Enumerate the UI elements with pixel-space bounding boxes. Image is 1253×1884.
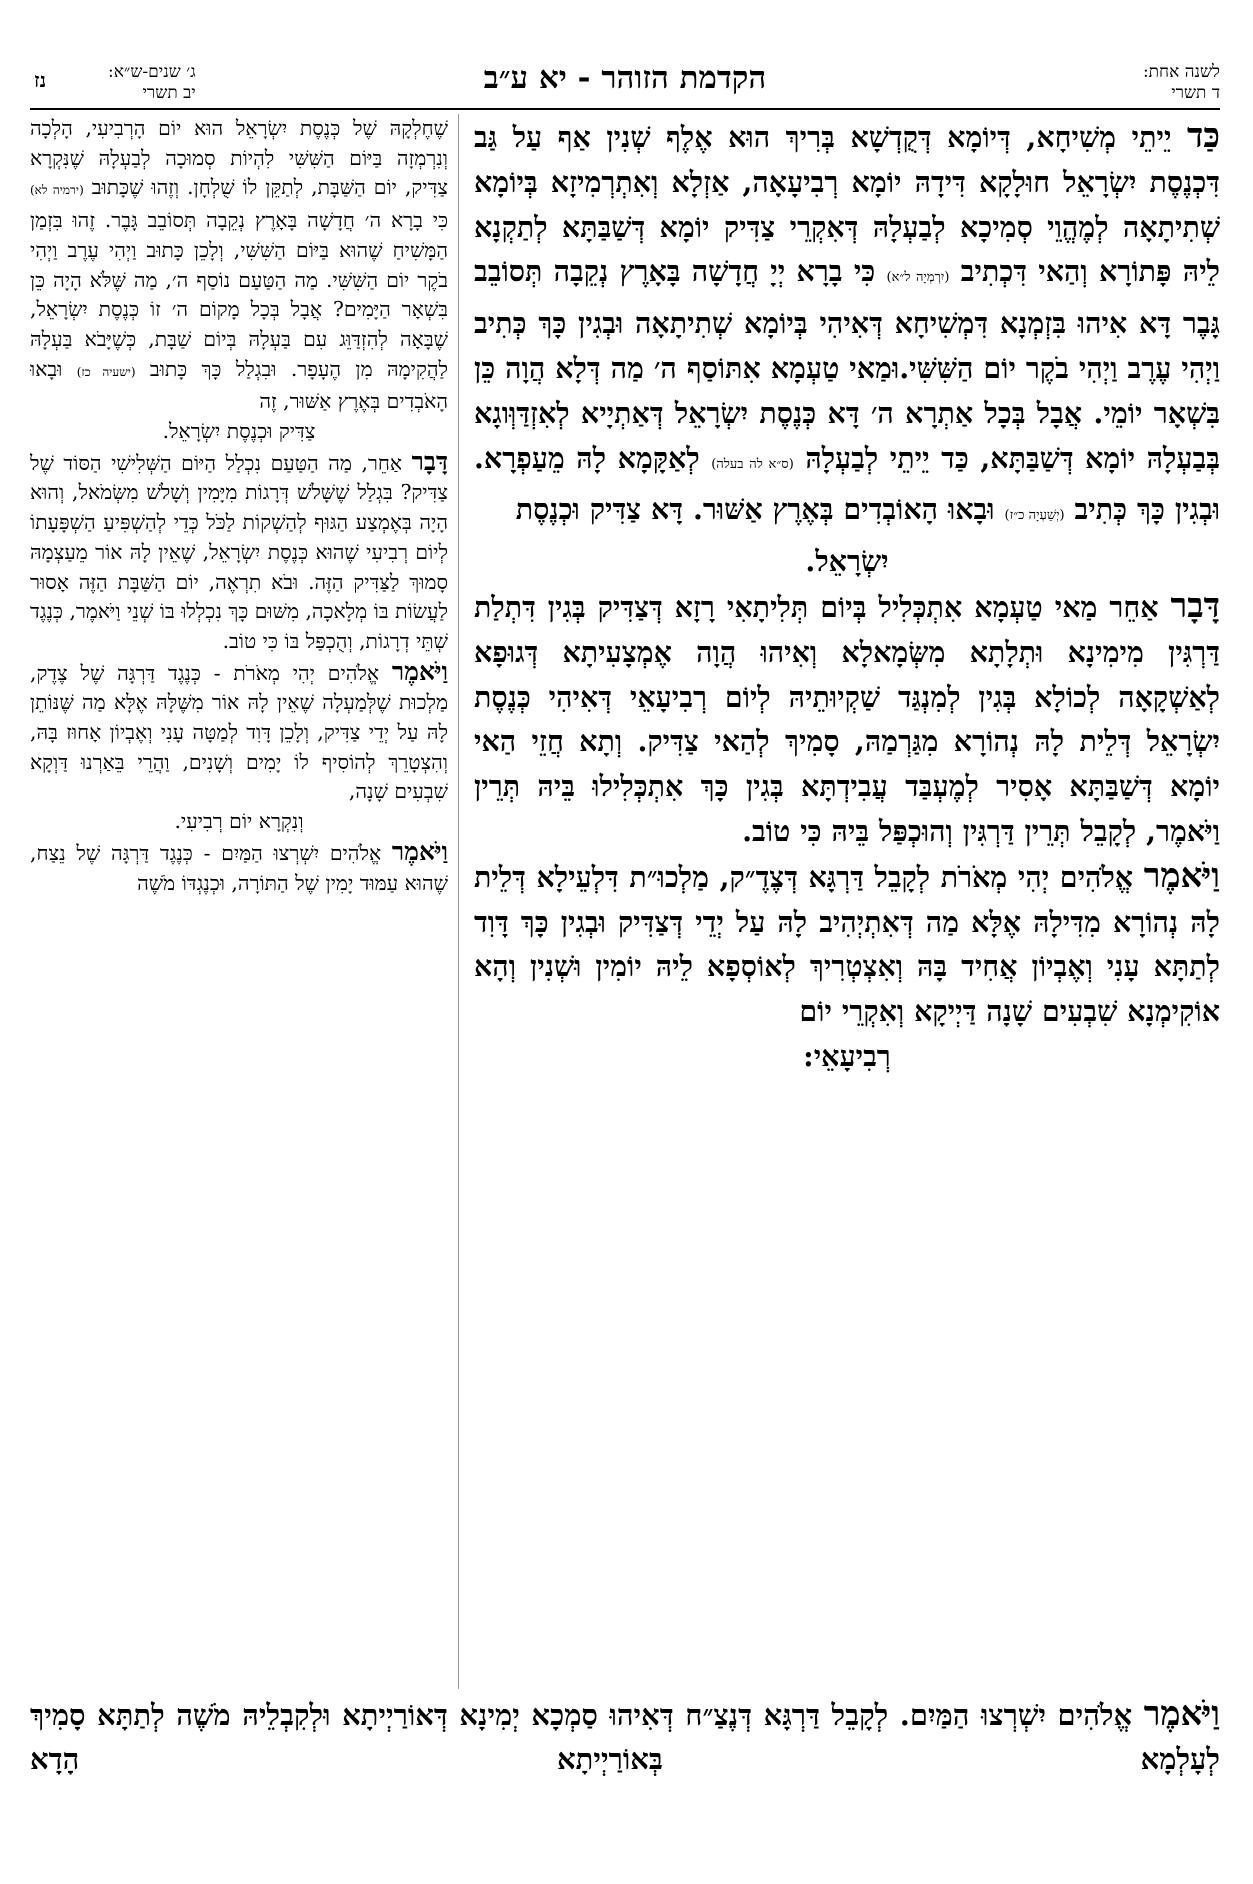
commentary-paragraph-2	[30, 447, 448, 657]
main-paragraph-1	[474, 114, 1220, 539]
main-text: אֱלֹהִים יְהִי מְאֹרֹת לְקָבֵל דַּרְגָּא דְּצֶדֶ״ק, מַלְכוּ״ת דִּלְעֵילָא דְּלֵית לָהּ נְהוֹרָא מִדִּילָהּ אֶלָּא מַה דְּאִתְיְהִיב לָהּ עַל יְדֵי דְּצַדִּיק וּבְגִין כָּךְ דָּוִד לְתַתָּא עָנִי וְאֶבְיוֹן אֲחִיד בָּהּ וְאִצְטְרִיךְ לְאוֹסְפָא לֵיהּ יוֹמִין וּשְׁנִין וְהָא אוֹקִימְנָא שִׁבְעִים שָׁנָה דַּיְיקָא וְאִקְרֵי יוֹם	[474, 859, 1220, 1029]
main-text: לְאַקָּמָא לָהּ מֵעַפְרָא. וּבְגִין כָּךְ כְּתִיב	[474, 440, 1220, 527]
variant-note: (ס״א לה בעלה)	[711, 456, 794, 472]
header-study-schedule-three-years	[108, 62, 196, 104]
bottom-paragraph	[30, 1692, 1220, 1781]
bottom-full-width-text	[30, 1692, 1220, 1781]
source-citation: (ישעיה כז)	[76, 364, 136, 379]
commentary-paragraph-3	[30, 657, 448, 808]
header-rule	[30, 108, 1220, 110]
commentary-text: אַחֵר, מַה הַטַּעַם נִכְלַל הַיּוֹם הַשְּׁלִישִׁי הַסּוֹד שֶׁל צַדִּיק? בִּגְלַל שֶׁשָּׁלֹשׁ דְּרָגוֹת מִיָּמִין וְשָׁלֹשׁ מִשְּׂמֹאל, וְהוּא הָיָה בְּאֶמְצַע הַגּוּף לְהַשְׁקוֹת לַכֹּל כְּדֵי לְהַשְׁפִּיעַ הַשְׁפָּעָתוֹ לְיוֹם רְבִיעִי שֶׁהוּא כְּנֶסֶת יִשְׂרָאֵל, שֶׁאֵין לָהּ אוֹר מֵעַצְמָהּ סָמוּךְ לַצַּדִּיק הַזֶּה. וּבֹא תִרְאֶה, יוֹם הַשַּׁבָּת הַזֶּה אָסוּר לַעֲשׂוֹת בּוֹ מְלָאכָה, מִשּׁוּם כָּךְ נִכְלְלוּ בּוֹ שְׁנֵי וַיֹּאמֶר, כְּנֶגֶד שְׁתֵּי דְרָגוֹת, וְהֻכְפַּל בּוֹ כִּי טוֹב.	[30, 450, 448, 653]
commentary-text: כִּי בָרָא ה׳ חֲדָשָׁה בָּאָרֶץ נְקֵבָה תְּסוֹבֵב גָּבֶר. זֶהוּ בִּזְמַן הַמָּשִׁיחַ שֶׁהוּא בַּיּוֹם הַשִּׁשִּׁי, וְלָכֵן כָּתוּב וַיְהִי עֶרֶב וַיְהִי בֹקֶר יוֹם הַשִּׁשִּׁי. מַה הַטַּעַם נוֹסַף ה׳, מַה שֶּׁלֹּא הָיָה כֵּן בִּשְׁאָר הַיָּמִים? אֲבָל בְּכָל מָקוֹם ה׳ זוֹ כְּנֶסֶת יִשְׂרָאֵל, שֶׁבָּאָה לְהִזְדַּוֵּג עִם בַּעְלָהּ בְּיוֹם שַׁבָּת, כְּשֶׁיָּבֹא בַּעְלָהּ לַהֲקִימָהּ מִן הֶעָפָר. וּבִגְלַל כָּךְ כָּתוּב	[30, 208, 448, 381]
header-right-label: לשנה אחת:	[1142, 62, 1220, 82]
commentary-paragraph-4	[30, 837, 448, 898]
source-citation: (ירמיה לא)	[30, 183, 84, 198]
source-citation: (יִרְמְיָה ל״א)	[886, 270, 950, 286]
commentary-paragraph-3-ending: וְנִקְרָא יוֹם רְבִיעִי.	[174, 809, 304, 834]
commentary-paragraph-1	[30, 114, 448, 417]
main-text-column	[474, 114, 1220, 1689]
commentary-text: וּבָאוּ הָאֹבְדִים בְּאֶרֶץ אַשּׁוּר, זֶה	[30, 356, 448, 414]
commentary-column	[30, 114, 448, 1689]
main-text: יֵיתֵי מְשִׁיחָא, דְּיוֹמָא דְּקֻדְשָׁא בְּרִיךְ הוּא אֶלֶף שְׁנִין אַף עַל גַּב דִּכְנֶסֶת יִשְׂרָאֵל חוּלָקָא דִּידָהּ יוֹמָא רְבִיעָאָה, אַזְלָא וְאִתְרְמִיזָא בְּיוֹמָא שְׁתִיתָאָה לְמֶהֱוֵי סְמִיכָא לְבַעְלָהּ דְּאִקְרֵי צַדִּיק יוֹמָא דְּשַׁבַּתָּא לְתַקְנָא לֵיהּ פָּתוֹרָא וְהַאי דִּכְתִיב	[474, 120, 1220, 289]
main-paragraph-3	[474, 854, 1220, 1034]
column-divider	[458, 114, 459, 1689]
page-number: נז	[34, 68, 47, 92]
main-text: וּבָאוּ הָאוֹבְדִים בְּאֶרֶץ אַשּׁוּר. דָּא צַדִּיק וּכְנֶסֶת	[515, 492, 995, 527]
opening-word: וַיֹּאמֶר	[391, 836, 448, 866]
main-text: אֱלֹהִים יִשְׁרְצוּ הַמַּיִם. לְקָבֵל דַּרְגָּא דְּנֶצַ״ח דְּאִיהוּ סַמְכָא יְמִינָא דְּאוֹרַיְיתָא וּלְקִבְלֵיהּ מֹשֶׁה לְתַתָּא סָמִיךְ לְעָלְמָא בְּאוֹרַיְיתָא הָדָא	[30, 1698, 1220, 1776]
header-right-date: ד תשרי	[1171, 83, 1220, 103]
commentary-paragraph-1-ending: צַדִּיק וּכְנֶסֶת יִשְׂרָאֵל.	[162, 419, 316, 444]
commentary-text: שֶׁחֶלְקָהּ שֶׁל כְּנֶסֶת יִשְׂרָאֵל הוּא יוֹם הָרְבִיעִי, הָלְכָה וְנִרְמְזָה בַּיּוֹם הַשִּׁשִּׁי לִהְיוֹת סְמוּכָה לְבַעְלָהּ שֶׁנִּקְרָא צַדִּיק, יוֹם הַשַּׁבָּת, לְתַקֵּן לוֹ שֻׁלְחָן. וְזֶהוּ שֶׁכָּתוּב	[30, 116, 448, 200]
header-left-date: יב תשרי	[142, 83, 196, 103]
main-paragraph-3-ending: רְבִיעָאֵי:	[803, 1038, 891, 1073]
main-paragraph-2	[474, 584, 1220, 854]
opening-word: כַּד	[1187, 116, 1220, 156]
opening-word: וַיֹּאמֶר	[1143, 855, 1220, 896]
header-left-label: ג׳ שנים-ש״א:	[108, 62, 196, 82]
source-citation: (יְשַׁעְיָה כ״ז)	[1004, 508, 1065, 524]
opening-word: דָּבָר	[1170, 585, 1220, 626]
opening-word: וַיֹּאמֶר	[391, 656, 448, 686]
main-text: כִּי בָרָא יְיָ חֲדָשָׁה בָּאָרֶץ נְקֵבָה תְּסוֹבֵב גָּבֶר דָּא אִיהוּ בִּזְמְנָא דִּמְשִׁיחָא דְּאִיהִי בְּיוֹמָא שְׁתִיתָאָה וּבְגִין כָּךְ כְּתִיב וַיְהִי עֶרֶב וַיְהִי בֹקֶר יוֹם הַשִּׁשִּׁי.וּמַאי טַעְמָא אִתּוֹסַף ה׳ מַה דְּלָא הֲוָה כֵּן בִּשְׁאָר יוֹמֵי. אֲבָל בְּכָל אַתְרָא ה׳ דָּא כְּנֶסֶת יִשְׂרָאֵל דְּאַתְיָיא לְאִזְדַּוְּוגָא בְּבַעְלָהּ יוֹמָא דְּשַׁבַּתָּא, כַּד יֵיתֵי לְבַעְלָהּ	[474, 254, 1220, 475]
page-header	[30, 60, 1220, 108]
commentary-text: אֱלֹהִים יִשְׁרְצוּ הַמַּיִם - כְּנֶגֶד דַּרְגָּה שֶׁל נֵצַח, שֶׁהוּא עַמּוּד יָמִין שֶׁל הַתּוֹרָה, וּכְנֶגְדּוֹ מֹשֶׁה	[30, 840, 448, 895]
main-paragraph-1-ending: יִשְׂרָאֵל.	[805, 544, 889, 579]
opening-word: דָּבָר	[411, 446, 448, 476]
opening-word: וַיֹּאמֶר	[1143, 1694, 1220, 1734]
main-text: אַחֵר מַאי טַעְמָא אִתְכְּלִיל בְּיוֹם תְּלִיתָאִי רָזָא דְּצַדִּיק בְּגִין דִּתְלַת דַּרְגִּין מִימִינָא וּתְלָתָא מִשְּׂמָאלָא וְאִיהוּ הֲוָה אֶמְצָעִיתָא דְּגוּפָא לְאַשְׁקָאָה לְכוֹלָא בְּגִין לְמִנְגַּד שַׁקְיוּתֵיהּ לְיוֹם רְבִיעָאֵי דְּאִיהִי כְּנֶסֶת יִשְׂרָאֵל דְּלֵית לָהּ נְהוֹרָא מִגַּרְמַהּ, סָמִיךְ לְהַאי צַדִּיק. וְתָא חֲזֵי הַאי יוֹמָא דְּשַׁבַּתָּא אָסִיר לְמֶעְבַּד עֲבִידְתָּא בְּגִין כָּךְ אִתְכְּלִילוּ בֵּיהּ תְּרֵין וַיֹּאמֶר, לְקָבֵל תְּרֵין דַּרְגִּין וְהוּכְפַּל בֵּיהּ כִּי טוֹב.	[474, 589, 1220, 848]
commentary-text: אֱלֹהִים יְהִי מְאֹרֹת - כְּנֶגֶד דַּרְגָּה שֶׁל צֶדֶק, מַלְכוּת שֶׁלְּמַעְלָה שֶׁאֵין לָהּ אוֹר מִשֶּׁלָּהּ אֶלָּא מַה שֶּׁנּוֹתֵן לָהּ עַל יְדֵי צַדִּיק, וְלָכֵן דָּוִד לְמַטָּה עָנִי וְאֶבְיוֹן אָחוּז בָּהּ, וְהִצְטָרֵךְ לְהוֹסִיף לוֹ יָמִים וְשָׁנִים, וַהֲרֵי בֵּאַרְנוּ דַּוְקָא שִׁבְעִים שָׁנָה,	[30, 660, 448, 804]
page-title: הקדמת הזוהר - יא ע״ב	[483, 60, 767, 96]
